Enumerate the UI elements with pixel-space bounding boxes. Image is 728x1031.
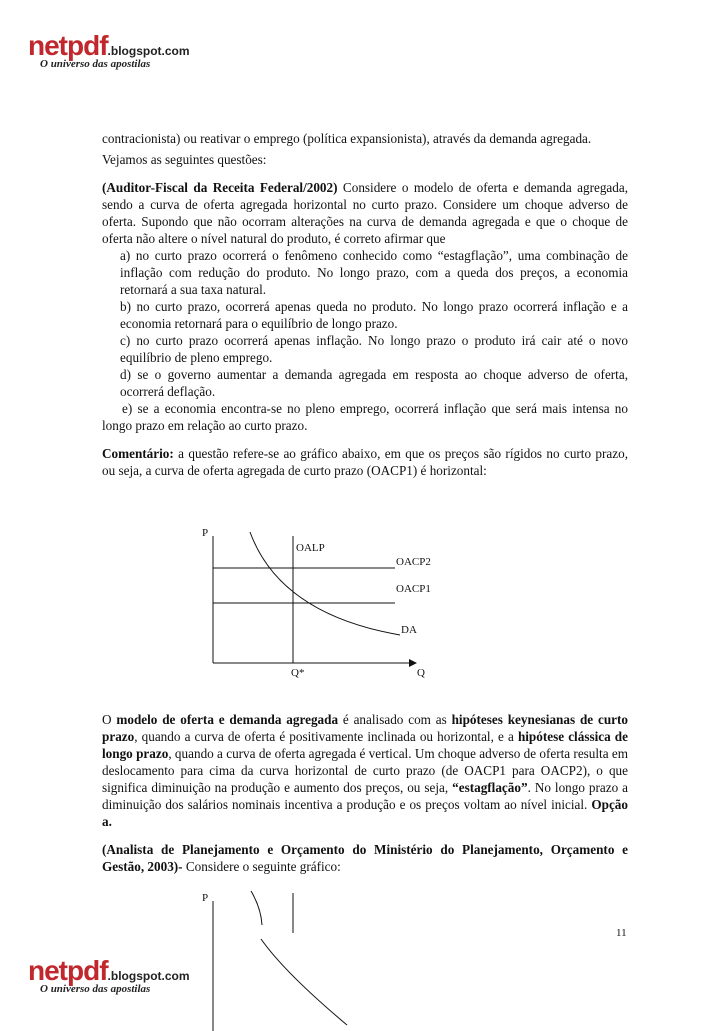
footer-logo-brand-suffix: .blogspot.com [107, 969, 190, 983]
explanation-b5: Opção a. [102, 797, 628, 829]
intro-line2: Vejamos as seguintes questões: [102, 152, 267, 167]
question2-stem-text: Considere o seguinte gráfico: [182, 859, 341, 874]
question2-source: (Analista de Planejamento e Orçamento do Ministério do Planejamento, Orçamento e Gestão, 2003)- [102, 842, 628, 874]
logo-tagline: O universo das apostilas [40, 58, 151, 70]
comment-label: Comentário: [102, 446, 174, 461]
graph-aggregate-supply-demand [195, 524, 435, 684]
graph2-p-label: P [202, 892, 209, 904]
explanation-s2: é analisado com as [338, 712, 452, 727]
graph2-curve-top [251, 891, 262, 925]
graph1-oalp-label: OALP [296, 542, 325, 554]
graph1-q-label: Q [417, 667, 425, 679]
question1-option-a: a) no curto prazo ocorrerá o fenômeno conhecido como “estagflação”, uma combinação de inflação com redução do produto. No longo prazo, com a queda dos preços, a economia retornará a sua taxa natural. [120, 248, 628, 297]
explanation-b1: modelo de oferta e demanda agregada [116, 712, 339, 727]
graph1-p-label: P [202, 527, 209, 539]
graph1-qstar-label: Q* [291, 667, 305, 679]
explanation-b2: hipóteses keynesianas de curto prazo [102, 712, 628, 744]
graph1-da-curve [250, 532, 400, 635]
header-logo [28, 30, 190, 70]
question1-option-d: d) se o governo aumentar a demanda agregada em resposta ao choque adverso de oferta, ocorrerá deflação. [120, 367, 628, 399]
comment-text: a questão refere-se ao gráfico abaixo, em que os preços são rígidos no curto prazo, ou seja, a curva de oferta agregada de curto prazo (OACP1) é horizontal: [102, 446, 628, 478]
logo-brand-main: netpdf [28, 30, 108, 61]
page-content [102, 130, 628, 479]
logo-brand-suffix: .blogspot.com [107, 44, 190, 58]
graph1-x-arrow-icon [409, 659, 417, 667]
question2-stem [102, 841, 628, 875]
question1-stem-text: Considere o modelo de oferta e demanda agregada, sendo a curva de oferta agregada horizontal no curto prazo. Considere um choque adverso de oferta. Supondo que não ocorram alterações na curva de demanda agregada e que o choque de oferta não altere o nível natural do produto, é correto afirmar que [102, 180, 629, 246]
graph2-curve-bottom [261, 939, 347, 1025]
question1-option-b: b) no curto prazo, ocorrerá apenas queda no produto. No longo prazo ocorrerá inflação e a economia retornará para o equilíbrio de longo prazo. [120, 299, 628, 331]
explanation-b3: hipótese clássica de longo prazo [102, 729, 628, 761]
footer-logo-tagline: O universo das apostilas [40, 983, 151, 995]
explanation-s4: , quando a curva de oferta agregada é vertical. Um choque adverso de oferta resulta em deslocamento para cima da curva horizontal de curto prazo (de OACP1 para OACP2), o que significa diminuição na produção e aumento dos preços, ou seja, [102, 746, 628, 795]
question1-source: (Auditor-Fiscal da Receita Federal/2002) [102, 180, 338, 195]
intro-line1: contracionista) ou reativar o emprego (política expansionista), através da demanda agregada. [102, 131, 592, 146]
page-content-lower [102, 711, 628, 875]
explanation-paragraph [102, 711, 628, 830]
explanation-s1: O [102, 712, 117, 727]
question1-option-e: e) se a economia encontra-se no pleno emprego, ocorrerá inflação que será mais intensa no longo prazo em relação ao curto prazo. [102, 401, 628, 433]
graph1-oacp2-label: OACP2 [396, 556, 431, 568]
page-number: 11 [616, 927, 627, 939]
graph-second [195, 883, 395, 1031]
explanation-s3: , quando a curva de oferta é positivamente inclinada ou horizontal, e a [134, 729, 518, 744]
footer-logo [28, 955, 190, 995]
graph1-da-label: DA [401, 624, 417, 636]
footer-logo-brand-main: netpdf [28, 955, 108, 986]
question1-option-c: c) no curto prazo ocorrerá apenas inflação. No longo prazo o produto irá cair até o novo equilíbrio de pleno emprego. [120, 333, 628, 365]
comment-paragraph [102, 445, 628, 479]
graph1-oacp1-label: OACP1 [396, 583, 431, 595]
explanation-s5: . No longo prazo a diminuição dos salários nominais incentiva a produção e os preços voltam ao nível inicial. [102, 780, 629, 812]
question1-stem [102, 179, 628, 247]
explanation-b4: “estagflação” [452, 780, 528, 795]
